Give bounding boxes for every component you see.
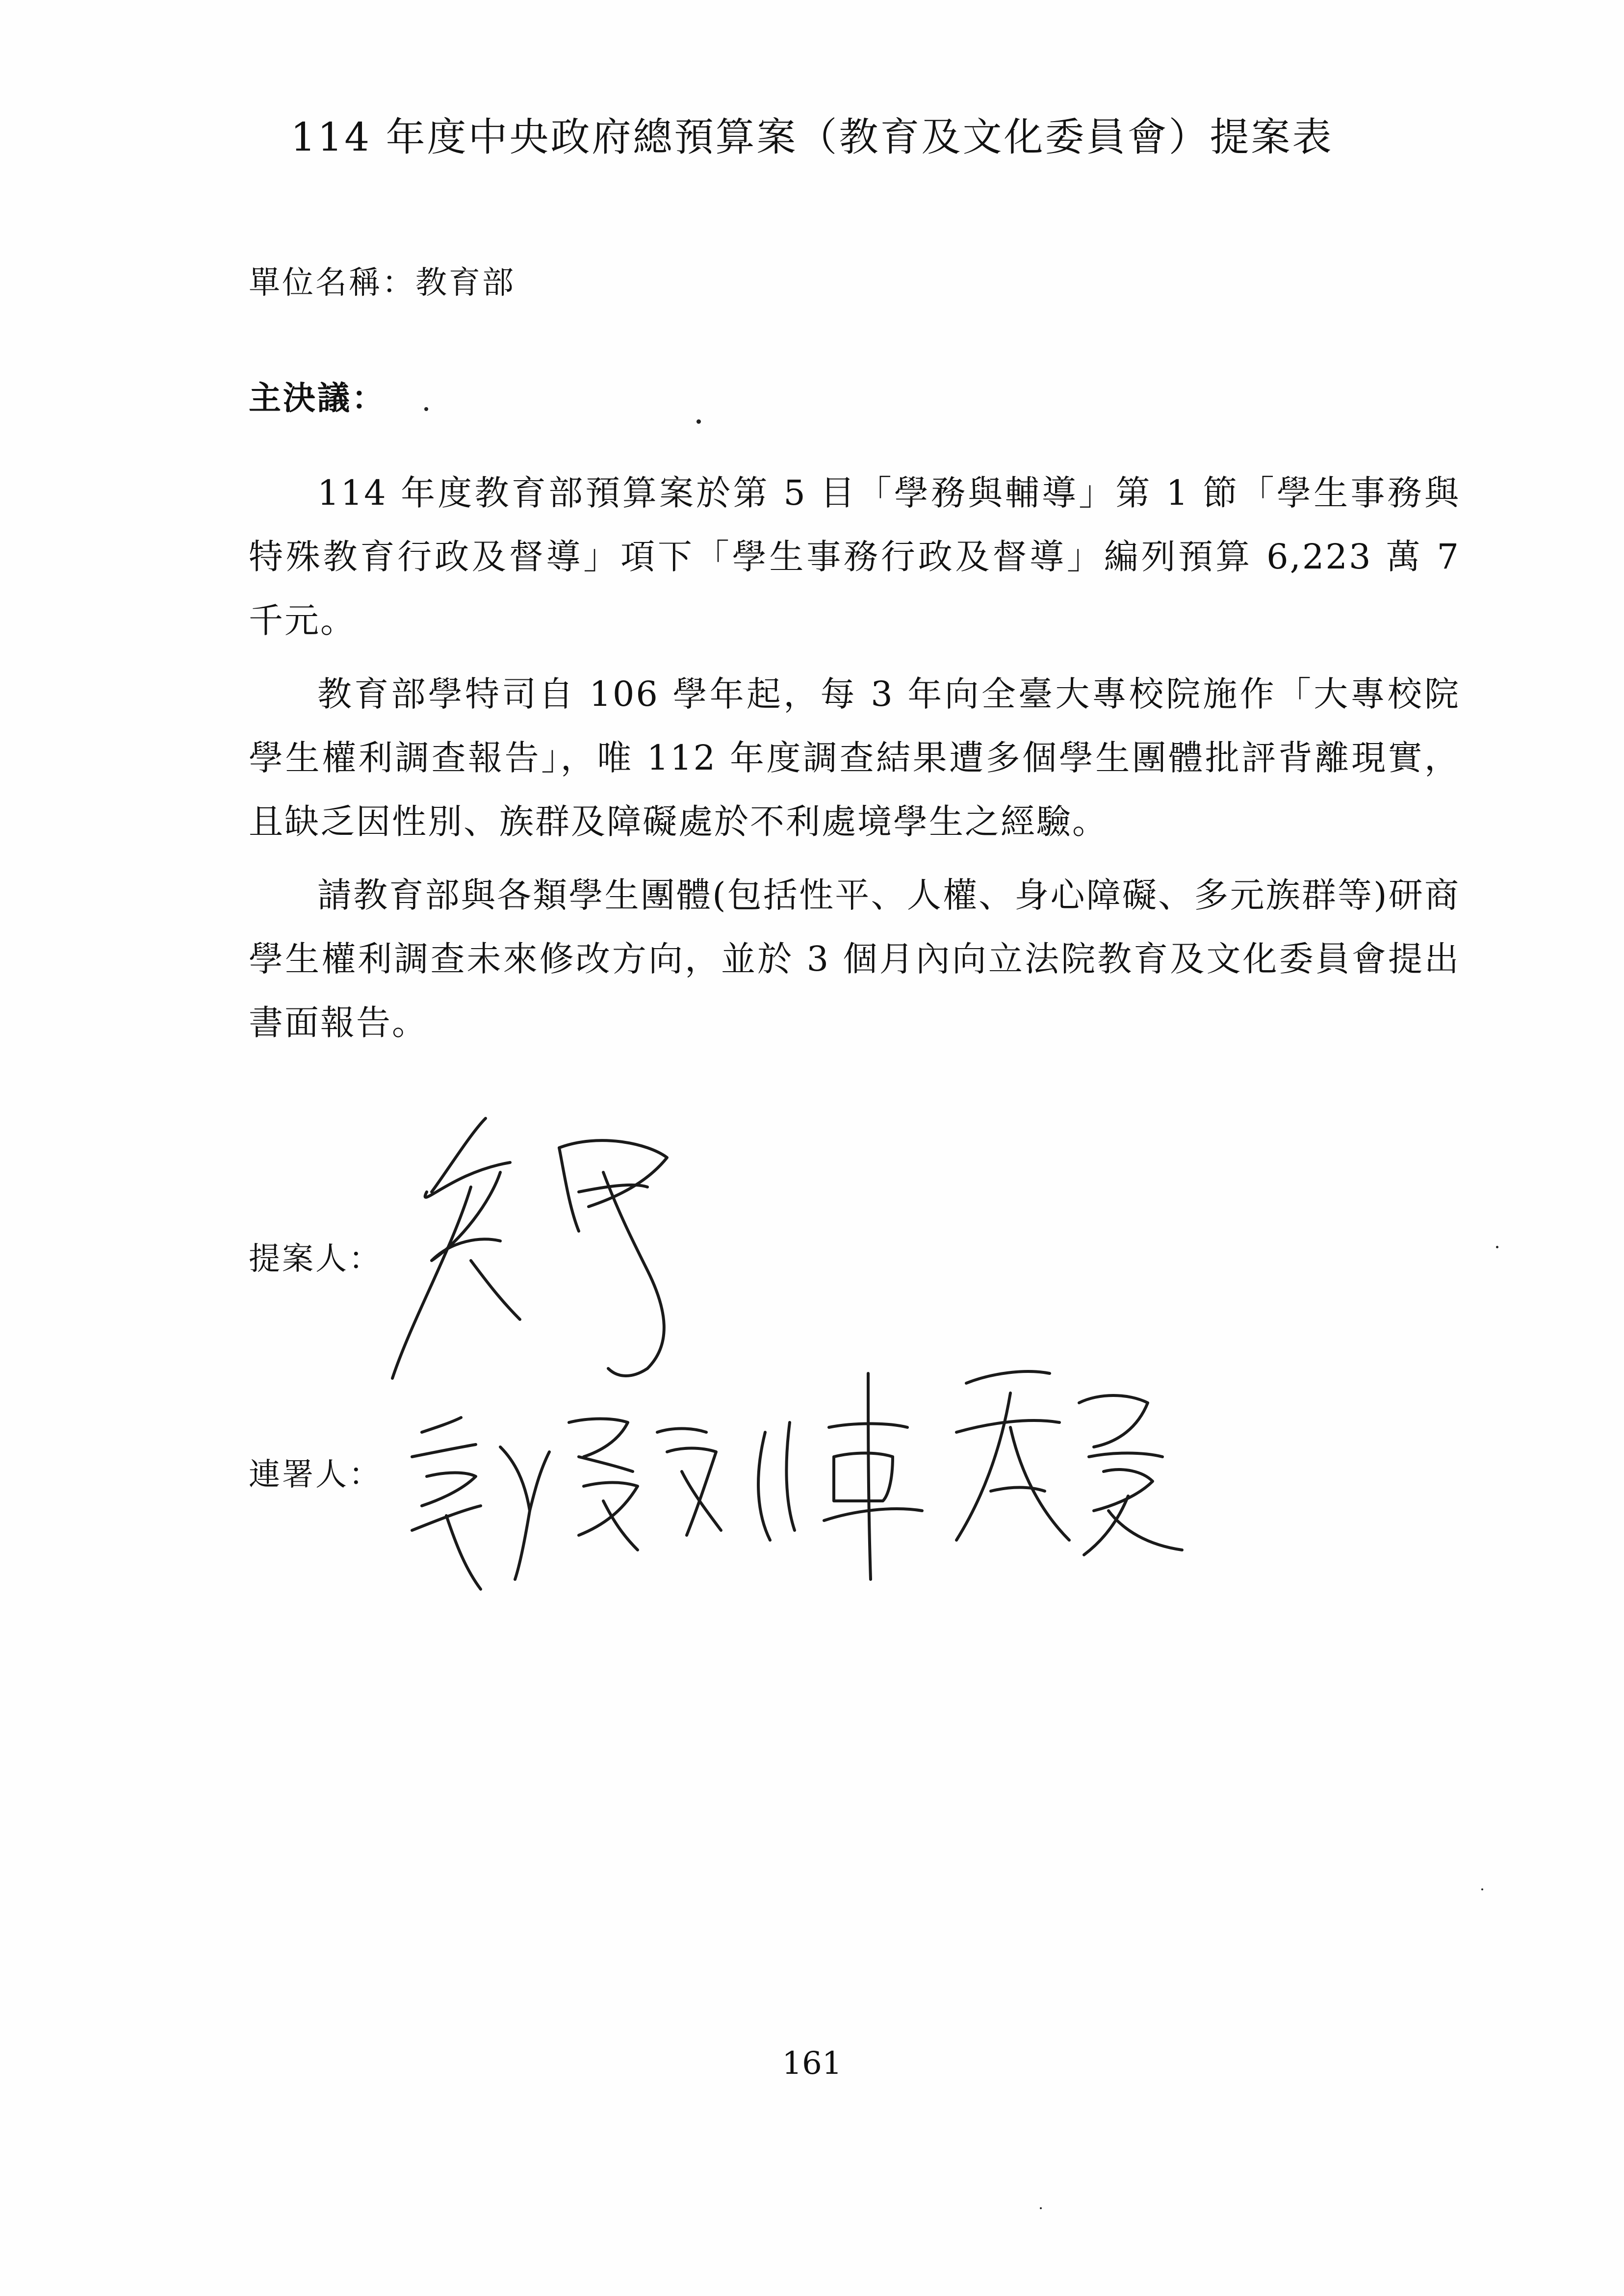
- scan-speck: [424, 407, 428, 411]
- resolution-heading: 主決議：: [249, 379, 386, 417]
- proposer-signature: [373, 1113, 726, 1427]
- unit-name: 教育部: [415, 265, 516, 301]
- cosigner-signature-2: [736, 1354, 1202, 1589]
- scan-speck: [1040, 2207, 1042, 2209]
- proposer-label: 提案人：: [249, 1241, 382, 1277]
- page-number: 161: [782, 2045, 842, 2082]
- scan-speck: [696, 419, 701, 424]
- paragraph-request: 請教育部與各類學生團體(包括性平、人權、身心障礙、多元族群等)研商學生權利調查未來修改方向，並於 3 個月內向立法院教育及文化委員會提出書面報告。: [249, 875, 1460, 1043]
- scan-speck: [1481, 1888, 1483, 1890]
- document-title: 114 年度中央政府總預算案（教育及文化委員會）提案表: [290, 114, 1334, 160]
- scan-speck: [1496, 1246, 1498, 1248]
- cosigner-signature-1: [392, 1403, 736, 1609]
- paragraph-budget: 114 年度教育部預算案於第 5 目「學務與輔導」第 1 節「學生事務與特殊教育行政及督導」項下「學生事務行政及督導」編列預算 6,223 萬 7 千元。: [249, 473, 1460, 641]
- cosigner-label: 連署人：: [249, 1457, 382, 1493]
- paragraph-survey: 教育部學特司自 106 學年起，每 3 年向全臺大專校院施作「大專校院學生權利調查報告」，唯 112 年度調查結果遭多個學生團體批評背離現實，且缺乏因性別、族群及障礙處於不利處境學生之經驗。: [249, 674, 1460, 842]
- unit-label: 單位名稱：: [249, 265, 415, 301]
- unit-line: [249, 258, 516, 303]
- resolution-body: [249, 461, 1460, 1064]
